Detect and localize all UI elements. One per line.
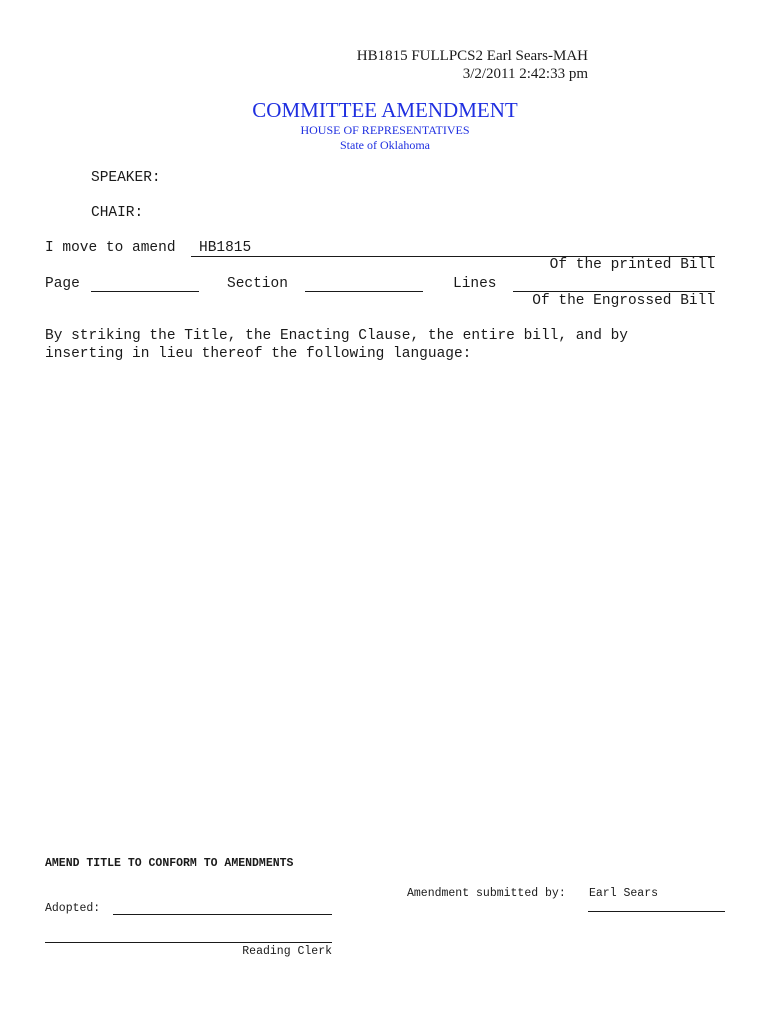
engrossed-bill-label: Of the Engrossed Bill: [532, 293, 715, 309]
submitted-by-name: Earl Sears: [589, 887, 659, 900]
section-label: Section: [227, 276, 288, 292]
adopted-signature-line: [113, 914, 332, 915]
adopted-label: Adopted:: [45, 902, 101, 915]
printed-bill-label: Of the printed Bill: [549, 257, 715, 273]
reading-clerk-label: Reading Clerk: [242, 945, 332, 958]
lines-label: Lines: [453, 276, 497, 292]
body-text-line-2: inserting in lieu thereof the following language:: [45, 346, 472, 362]
document-title: COMMITTEE AMENDMENT: [252, 98, 518, 122]
submitted-by-signature-line: [588, 911, 725, 912]
move-to-amend-label: I move to amend: [45, 240, 176, 256]
speaker-label: SPEAKER:: [91, 170, 161, 186]
reading-clerk-signature-line: [45, 942, 332, 943]
bill-number-field: HB1815: [199, 240, 252, 256]
section-field: [305, 291, 423, 292]
page-field: [91, 291, 199, 292]
lines-field: [513, 291, 715, 292]
page-label: Page: [45, 276, 80, 292]
amend-title-heading: AMEND TITLE TO CONFORM TO AMENDMENTS: [45, 857, 294, 870]
state-subtitle: State of Oklahoma: [340, 138, 430, 152]
house-subtitle: HOUSE OF REPRESENTATIVES: [300, 123, 470, 137]
chair-label: CHAIR:: [91, 205, 144, 221]
submitted-by-label: Amendment submitted by:: [407, 887, 566, 900]
bill-header-line: HB1815 FULLPCS2 Earl Sears-MAH: [356, 48, 588, 64]
body-text-line-1: By striking the Title, the Enacting Clause, the entire bill, and by: [45, 328, 628, 344]
bill-datetime: 3/2/2011 2:42:33 pm: [462, 66, 588, 82]
